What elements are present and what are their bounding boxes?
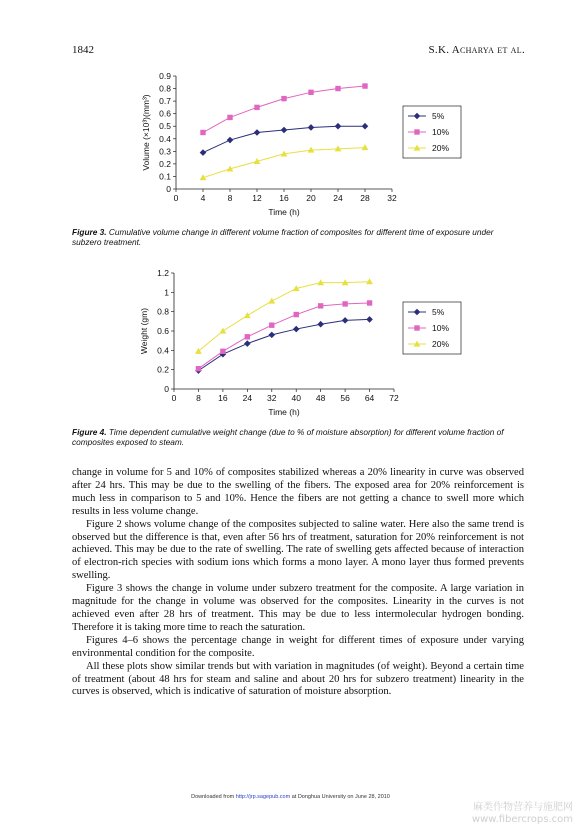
data-point xyxy=(219,328,226,334)
data-point xyxy=(281,127,288,134)
legend xyxy=(403,302,461,354)
series-20pct xyxy=(200,144,369,180)
paragraph: Figure 2 shows volume change of the composites subjected to saline water. Here also the same trend is observed but the difference is that, even after 56 hrs of treatment, saturation for 20% reinforcement is not achieved. This may be due to the rate of swelling. The rate of swelling gets affected because of interaction of electron-rich species with sodium ions which forms a mono layer. A mono layer thus formed prevents swelling. xyxy=(72,518,524,582)
data-point xyxy=(362,144,369,150)
y-axis-label: Weight (gm) xyxy=(139,307,149,355)
x-axis-label: Time (h) xyxy=(268,407,300,417)
x-tick-label: 28 xyxy=(360,193,370,203)
figure-3-chart xyxy=(0,64,581,224)
data-point xyxy=(293,326,300,333)
y-tick-label: 0.1 xyxy=(159,171,171,182)
y-tick-label: 0.7 xyxy=(159,96,171,107)
legend-label: 20% xyxy=(432,143,450,153)
watermark-line-2: www.fibercrops.com xyxy=(471,814,573,825)
data-point xyxy=(244,312,251,318)
x-tick-label: 32 xyxy=(387,193,397,203)
data-point xyxy=(294,312,299,317)
y-tick-label: 0.5 xyxy=(159,121,171,132)
legend-label: 10% xyxy=(432,323,450,333)
y-tick-label: 0.3 xyxy=(159,146,171,157)
y-tick-label: 0.4 xyxy=(159,133,171,144)
y-tick-label: 0.8 xyxy=(159,83,171,94)
data-point xyxy=(227,115,232,120)
x-tick-label: 40 xyxy=(291,393,301,403)
y-tick-label: 0 xyxy=(166,184,171,194)
data-point xyxy=(317,321,324,328)
footer-link[interactable]: http://jrp.sagepub.com xyxy=(235,794,291,800)
data-point xyxy=(268,332,275,339)
data-point xyxy=(342,301,347,306)
figure-3-caption xyxy=(72,227,524,247)
x-tick-label: 32 xyxy=(267,393,277,403)
data-point xyxy=(200,149,207,156)
x-tick-label: 0 xyxy=(171,393,177,403)
data-point xyxy=(244,340,251,347)
y-axis-label: Volume (×10³)(mm³) xyxy=(141,94,151,171)
figure-3-caption-text: Cumulative volume change in different volume fraction of composites for different time of exposure under subzero treatment. xyxy=(72,227,494,247)
page-number: 1842 xyxy=(72,44,94,56)
figure-4-caption-text: Time dependent cumulative weight change (due to % of moisture absorption) for different volume fraction of composites exposed to steam. xyxy=(72,427,504,447)
series-line xyxy=(198,303,369,369)
legend-label: 5% xyxy=(432,307,445,317)
paragraph: change in volume for 5 and 10% of composites stabilized whereas a 20% linearity in curve was observed after 24 hrs. This may be due to the swelling of the fibers. The exposed area for 20% reinforcement is much less in comparison to 5 and 10%. Hence the fibers are not getting a chance to swell more which results in less volume change. xyxy=(72,467,524,517)
x-tick-label: 12 xyxy=(252,193,262,203)
x-tick-label: 64 xyxy=(364,393,375,403)
data-point xyxy=(245,334,250,339)
x-tick-label: 56 xyxy=(340,393,350,403)
figure-4-chart xyxy=(0,262,581,422)
figure-4-caption xyxy=(72,427,524,447)
data-point xyxy=(220,349,225,354)
data-point xyxy=(342,317,349,324)
running-authors: S.K. Acharya et al. xyxy=(428,44,525,56)
x-tick-label: 24 xyxy=(242,393,253,403)
footer-prefix: Downloaded from xyxy=(191,794,236,800)
x-axis-label: Time (h) xyxy=(268,207,300,217)
data-point xyxy=(268,298,275,304)
data-point xyxy=(362,123,369,130)
data-point xyxy=(362,83,367,88)
site-watermark xyxy=(472,802,573,826)
data-point xyxy=(335,123,342,130)
series-line xyxy=(198,282,369,352)
legend-swatch-marker xyxy=(414,325,419,330)
footer-suffix: at Donghua University on June 28, 2010 xyxy=(290,794,390,800)
y-tick-label: 1 xyxy=(164,287,169,298)
x-tick-label: 8 xyxy=(227,193,233,203)
download-footer xyxy=(0,794,581,800)
legend-label: 20% xyxy=(432,339,450,349)
page-header xyxy=(72,44,525,56)
x-tick-label: 8 xyxy=(196,393,201,403)
legend-label: 10% xyxy=(432,127,450,137)
y-tick-label: 0.6 xyxy=(157,326,169,336)
x-tick-label: 4 xyxy=(200,193,206,203)
legend xyxy=(403,106,461,158)
data-point xyxy=(308,124,315,131)
data-point xyxy=(200,130,205,135)
series-20pct xyxy=(195,278,373,354)
data-point xyxy=(318,303,323,308)
y-tick-label: 0.2 xyxy=(157,364,169,375)
paragraph: Figures 4–6 shows the percentage change in weight for different times of exposure under varying environmental condition for the composite. xyxy=(72,634,524,659)
legend-label: 5% xyxy=(432,111,445,121)
x-tick-label: 16 xyxy=(218,393,228,403)
figure-3-caption-label: Figure 3. xyxy=(72,227,107,237)
x-tick-label: 0 xyxy=(173,193,179,203)
paragraph: Figure 3 shows the change in volume under subzero treatment for the composite. A large variation in magnitude for the change in volume was observed for the composites. Linearity in the curves is not achieved even after 28 hrs of treatment. This may be due to less intermolecular hydrogen bonding. Therefore it is taking more time to reach the saturation. xyxy=(72,583,524,633)
y-tick-label: 0.8 xyxy=(157,306,169,317)
figure-4-caption-label: Figure 4. xyxy=(72,427,107,437)
data-point xyxy=(227,137,234,144)
y-tick-label: 0.2 xyxy=(159,158,171,169)
series-5pct xyxy=(195,316,373,374)
y-tick-label: 0.9 xyxy=(159,71,171,81)
data-point xyxy=(367,300,372,305)
x-tick-label: 20 xyxy=(306,193,316,203)
data-point xyxy=(196,366,201,371)
data-point xyxy=(269,323,274,328)
data-point xyxy=(281,96,286,101)
x-tick-label: 16 xyxy=(279,193,289,203)
series-line xyxy=(203,86,365,132)
y-tick-label: 0 xyxy=(164,384,169,394)
data-point xyxy=(254,129,261,136)
x-tick-label: 24 xyxy=(333,193,343,203)
body-text xyxy=(72,467,524,699)
x-tick-label: 72 xyxy=(389,393,399,403)
watermark-line-1: 麻类作物营养与施肥网 xyxy=(473,802,573,813)
series-line xyxy=(198,319,369,370)
data-point xyxy=(308,90,313,95)
paragraph: All these plots show similar trends but with variation in magnitudes (of weight). Beyond a certain time of treatment (about 48 hrs for steam and saline and about 20 hrs for subzero treatment) linearity in the curves is observed, which is indicative of saturation of moisture absorption. xyxy=(72,660,524,698)
data-point xyxy=(254,105,259,110)
legend-swatch-marker xyxy=(414,129,419,134)
y-tick-label: 1.2 xyxy=(157,268,169,278)
x-tick-label: 48 xyxy=(315,393,326,403)
data-point xyxy=(366,316,373,323)
data-point xyxy=(335,86,340,91)
y-tick-label: 0.6 xyxy=(159,108,171,119)
series-10pct xyxy=(196,300,373,371)
y-tick-label: 0.4 xyxy=(157,345,169,356)
